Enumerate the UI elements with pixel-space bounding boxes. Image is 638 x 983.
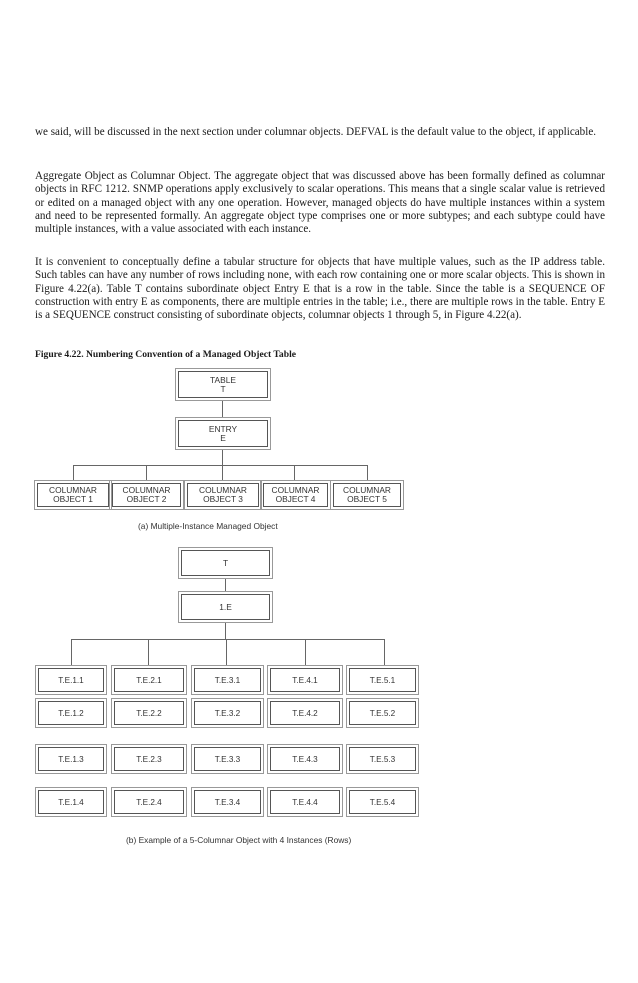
columnar-object-5 [333,483,401,507]
instance-cell: T.E.5.2 [349,701,416,725]
figure-caption: Figure 4.22. Numbering Convention of a Managed Object Table [35,349,296,360]
connector-c4 [305,639,306,665]
table-t-box: T [181,550,270,576]
columnar-object-label: COLUMNAR [199,485,247,495]
columnar-object-4 [263,483,328,507]
instance-cell: T.E.5.3 [349,747,416,771]
instance-cell: T.E.1.3 [38,747,104,771]
connector-c5 [384,639,385,665]
instance-cell: T.E.5.1 [349,668,416,692]
columnar-object-1 [37,483,109,507]
subcaption-b: (b) Example of a 5-Columnar Object with 4 Instances (Rows) [126,835,352,845]
instance-cell: T.E.2.4 [114,790,184,814]
instance-cell: T.E.2.1 [114,668,184,692]
table-box-label: TABLE [210,374,236,385]
connector-col1 [73,465,74,480]
connector-col4 [294,465,295,480]
entry-box-label: ENTRY [208,423,238,434]
connector-col5 [367,465,368,480]
paragraph-tabular-structure: It is convenient to conceptually define a tabular structure for objects that have multiple values, such as the IP address table. Such tables can have any number of rows including none, with each row containing one or more scalar objects. This is shown in Figure 4.22(a). Table T contains subordinate object Entry E that is a row in the table. Since the table is a SEQUENCE OF construction with entry E as components, there are multiple entries in the table; i.e., there are multiple rows in the table. Entry E is a SEQUENCE construct consisting of subordinate objects, columnar objects 1 through 5, in Figure 4.22(a). [35,256,605,322]
columnar-object-number: OBJECT 2 [126,494,167,504]
columnar-object-number: OBJECT 4 [275,494,316,504]
entry-box-symbol: E [220,432,226,443]
paragraph-defval: we said, will be discussed in the next section under columnar objects. DEFVAL is the default value to the object, if applicable. [35,126,597,138]
connector-c1 [71,639,72,665]
instance-cell: T.E.1.4 [38,790,104,814]
connector-col3 [222,465,223,480]
table-box [178,371,268,398]
columnar-object-3 [187,483,259,507]
connector-e-down [225,623,226,639]
columnar-object-label: COLUMNAR [271,485,320,495]
columnar-object-label: COLUMNAR [49,485,97,495]
instance-cell: T.E.4.2 [270,701,340,725]
connector-col2 [146,465,147,480]
connector-c2 [148,639,149,665]
instance-cell: T.E.5.4 [349,790,416,814]
paragraph-aggregate-object: Aggregate Object as Columnar Object. The aggregate object that was discussed above has been formally defined as columnar objects in RFC 1212. SNMP operations apply exclusively to scalar operations. This means that a single scalar value is retrieved or edited on a managed object with any one operation. However, managed objects do have multiple instances within a system and need to be represented formally. An aggregate object type comprises one or more subtypes; and each subtype could have multiple instances, with a value associated with each instance. [35,170,605,236]
entry-e-box: 1.E [181,594,270,620]
columnar-object-2 [112,483,181,507]
instance-cell: T.E.4.4 [270,790,340,814]
connector-c3 [226,639,227,665]
instance-cell: T.E.2.3 [114,747,184,771]
instance-cell: T.E.3.3 [194,747,261,771]
instance-cell: T.E.1.1 [38,668,104,692]
connector-horizontal [73,465,367,466]
instance-cell: T.E.2.2 [114,701,184,725]
table-box-symbol: T [220,383,226,394]
columnar-object-number: OBJECT 5 [347,494,387,504]
columnar-object-label: COLUMNAR [122,485,171,495]
instance-cell: T.E.3.4 [194,790,261,814]
subcaption-a: (a) Multiple-Instance Managed Object [138,521,278,531]
columnar-object-number: OBJECT 1 [53,494,93,504]
connector-table-entry [222,401,223,417]
instance-cell: T.E.4.3 [270,747,340,771]
columnar-object-label: COLUMNAR [343,485,391,495]
entry-box [178,420,268,447]
connector-row-horizontal [71,639,385,640]
instance-cell: T.E.4.1 [270,668,340,692]
connector-entry-down [222,450,223,465]
instance-cell: T.E.3.1 [194,668,261,692]
instance-cell: T.E.3.2 [194,701,261,725]
instance-cell: T.E.1.2 [38,701,104,725]
columnar-object-number: OBJECT 3 [203,494,243,504]
connector-t-e [225,579,226,591]
